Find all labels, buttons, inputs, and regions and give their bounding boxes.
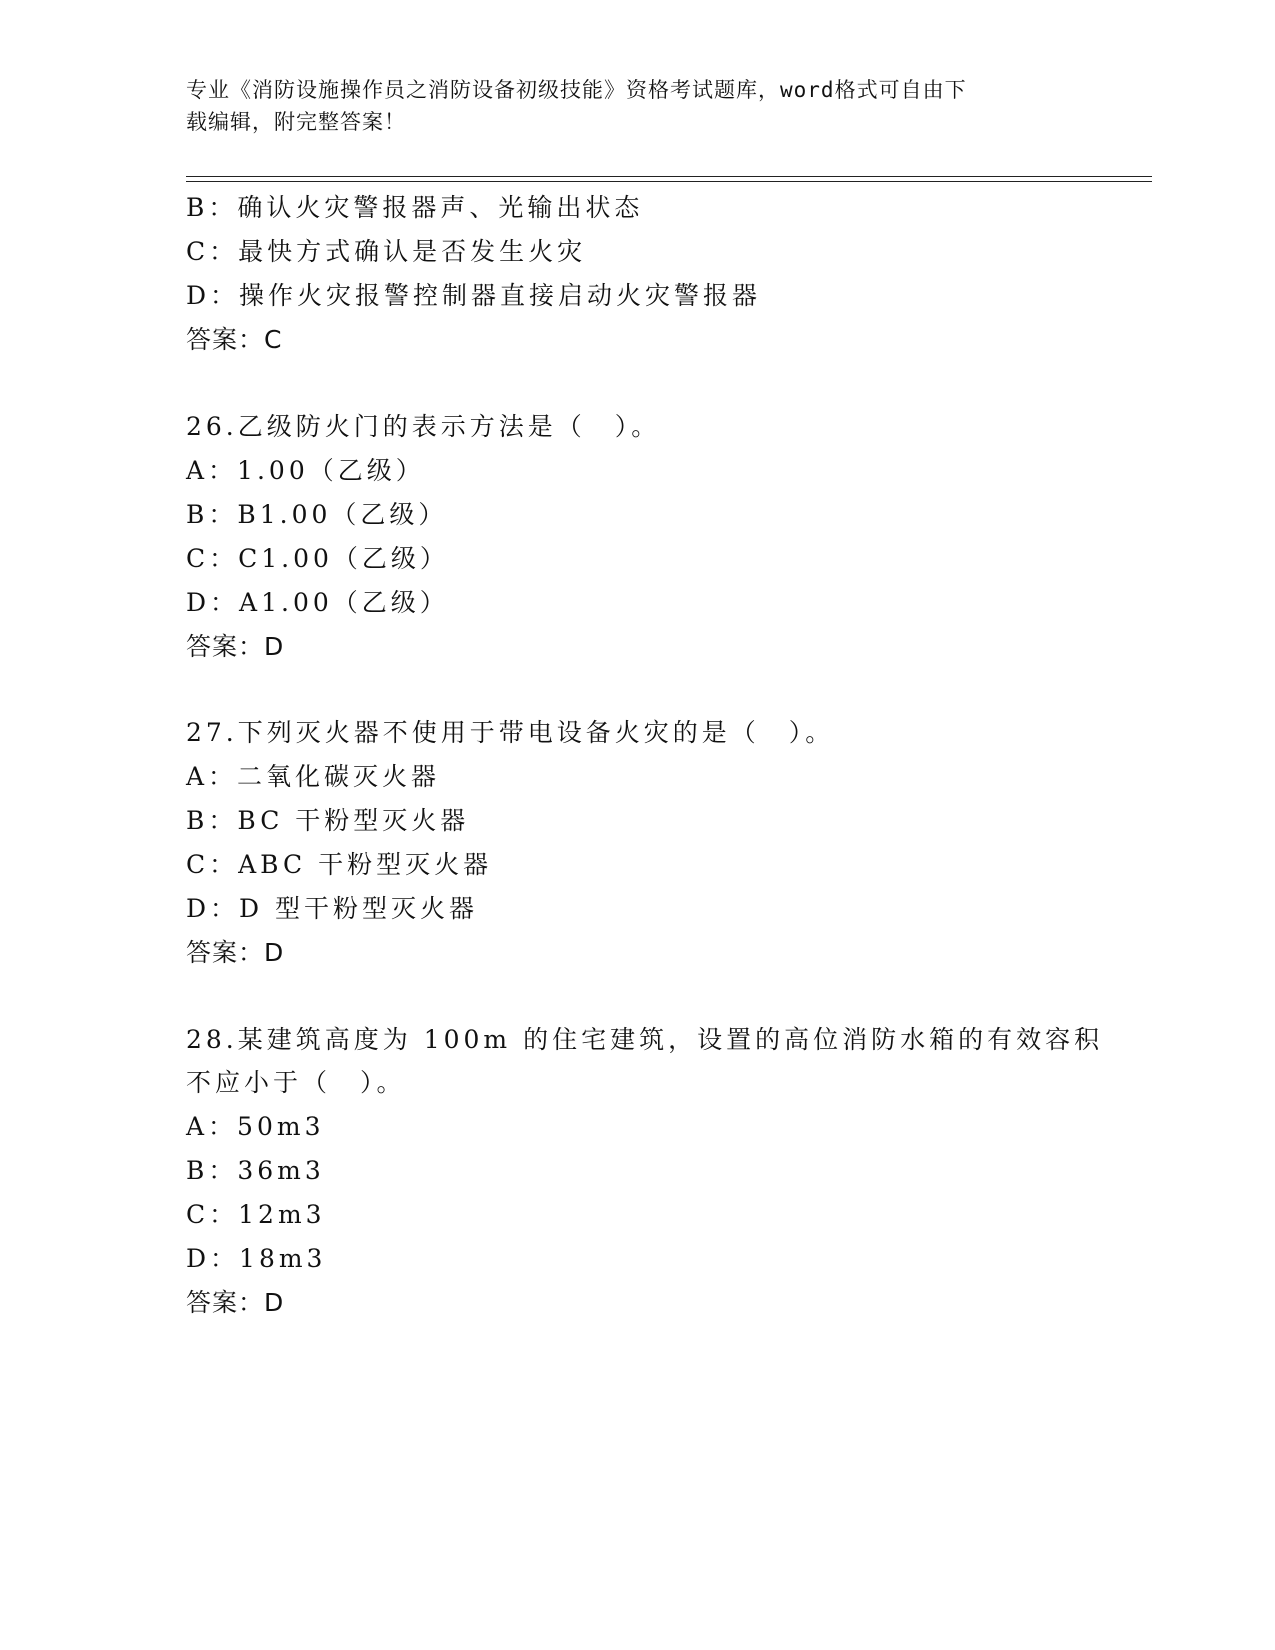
q25-option-d: D：操作火灾报警控制器直接启动火灾警报器 [186, 281, 762, 310]
q25-option-c: C：最快方式确认是否发生火灾 [186, 237, 587, 266]
q28-answer: 答案：D [186, 1288, 285, 1317]
q25-answer: 答案：C [186, 325, 283, 354]
q25-option-b: B：确认火灾警报器声、光输出状态 [186, 193, 644, 222]
header-divider-bottom [186, 181, 1152, 182]
q27-answer: 答案：D [186, 938, 285, 967]
q28-stem-line-1: 28.某建筑高度为 100m 的住宅建筑，设置的高位消防水箱的有效容积 [186, 1025, 1104, 1054]
q27-option-a: A：二氧化碳灭火器 [186, 762, 441, 791]
q26-option-d: D：A1.00（乙级） [186, 588, 449, 617]
q26-stem: 26.乙级防火门的表示方法是（ ）。 [186, 412, 661, 441]
q28-option-b: B：36m3 [186, 1156, 325, 1185]
q26-option-b: B：B1.00（乙级） [186, 500, 448, 529]
q27-option-d: D：D 型干粉型灭火器 [186, 894, 479, 923]
header-divider-top [186, 176, 1152, 177]
q28-option-a: A：50m3 [186, 1112, 325, 1141]
q26-option-c: C：C1.00（乙级） [186, 544, 449, 573]
q26-answer: 答案：D [186, 632, 285, 661]
q28-option-d: D：18m3 [186, 1244, 327, 1273]
q27-stem: 27.下列灭火器不使用于带电设备火灾的是（ ）。 [186, 718, 835, 747]
q27-option-c: C：ABC 干粉型灭火器 [186, 850, 493, 879]
q28-stem-line-2: 不应小于（ ）。 [186, 1068, 406, 1097]
document-header [186, 74, 1066, 138]
q27-option-b: B：BC 干粉型灭火器 [186, 806, 470, 835]
header-line-2: 载编辑，附完整答案！ [186, 110, 406, 134]
q26-option-a: A：1.00（乙级） [186, 456, 425, 485]
q28-option-c: C：12m3 [186, 1200, 326, 1229]
header-line-1: 专业《消防设施操作员之消防设备初级技能》资格考试题库，word格式可自由下 [186, 78, 967, 102]
